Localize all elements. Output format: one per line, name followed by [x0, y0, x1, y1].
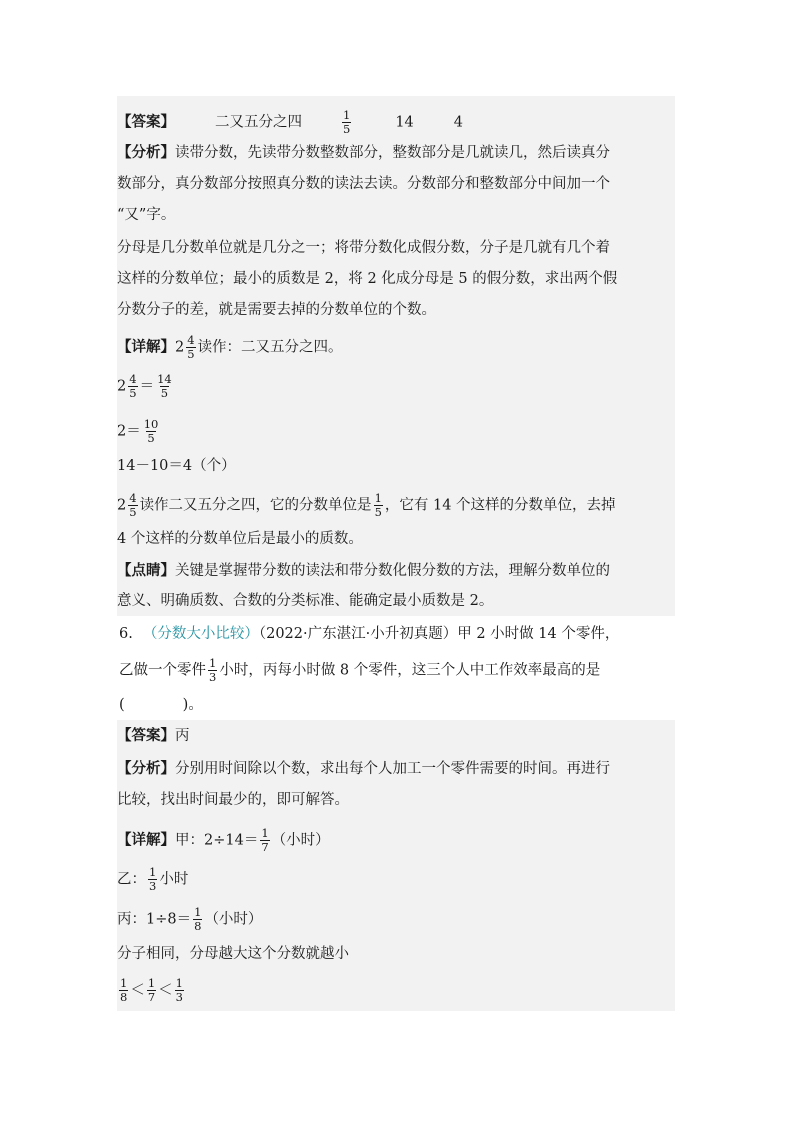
- q6-answer-row: [117, 725, 190, 747]
- answer-4: 4: [453, 114, 464, 131]
- answer-2-fraction: $\frac{1}{5}$: [343, 108, 351, 136]
- q5-summary-line-2: 4 个这样的分数单位后是最小的质数。: [117, 531, 363, 547]
- q5-analysis-line-6: 分数分子的差，就是需要去掉的分数单位的个数。: [117, 302, 436, 318]
- q5-point-line-1: 【点睛】关键是掌握带分数的读法和带分数化假分数的方法，理解分数单位的: [117, 562, 610, 579]
- q5-analysis-line-4: 分母是几分数单位就是几分之一；将带分数化成假分数，分子是几就有几个着: [117, 240, 610, 256]
- q6-detail-jia: 【详解】甲：2÷14＝ $\frac{1}{7}$ （小时）: [117, 826, 330, 854]
- q5-equation-3: 14－10＝4（个）: [117, 458, 236, 474]
- analysis-label: 【分析】: [117, 144, 175, 161]
- q5-answer-row: [117, 109, 463, 136]
- q5-analysis-line-1: 【分析】读带分数，先读带分数整数部分，整数部分是几就读几，然后读真分: [117, 144, 610, 161]
- q6-comparison: $\frac{1}{8}$ ＜ $\frac{1}{7}$ ＜ $\frac{1}{3}$: [120, 976, 183, 1004]
- q6-detail-bing: 丙：1÷8＝ $\frac{1}{8}$ （小时）: [117, 905, 263, 933]
- answer-label: 【答案】: [117, 113, 175, 131]
- q6-answer-blank: ( )。: [119, 697, 203, 713]
- mixed-fraction: $\frac{4}{5}$: [187, 333, 195, 361]
- q6-detail-yi: 乙： $\frac{1}{3}$ 小时: [117, 865, 189, 893]
- answer-label: 【答案】: [117, 727, 175, 744]
- q5-equation-2: 2＝ $\frac{10}{5}$: [117, 417, 159, 445]
- answer-1: 二又五分之四: [215, 114, 302, 131]
- point-label: 【点睛】: [117, 562, 175, 579]
- question-tag: （分数大小比较）: [142, 626, 259, 642]
- q6-analysis-line-1: 【分析】分别用时间除以个数，求出每个人加工一个零件需要的时间。再进行: [117, 760, 610, 777]
- detail-label: 【详解】: [117, 338, 175, 356]
- question-number: 6.: [119, 626, 133, 642]
- analysis-label: 【分析】: [117, 760, 175, 777]
- q6-question-line-2: 乙做一个零件 $\frac{1}{3}$ 小时，丙每小时做 8 个零件，这三个人中工作效率最高的是: [119, 656, 601, 684]
- q5-analysis-line-2: 数部分，真分数部分按照真分数的读法去读。分数部分和整数部分中间加一个: [117, 176, 610, 192]
- q5-analysis-line-5: 这样的分数单位；最小的质数是 2，将 2 化成分母是 5 的假分数，求出两个假: [117, 271, 618, 287]
- q6-question-line-1: 6. （分数大小比较）（2022·广东湛江·小升初真题）甲 2 小时做 14 个零件，: [119, 626, 620, 642]
- q6-solution-panel: [117, 720, 675, 1011]
- q5-equation-1: 2 $\frac{4}{5}$ ＝ $\frac{14}{5}$: [117, 372, 172, 400]
- q5-solution-panel: [117, 96, 675, 616]
- q5-point-line-2: 意义、明确质数、合数的分类标准、能确定最小质数是 2。: [117, 593, 494, 609]
- question-source: （2022·广东湛江·小升初真题）: [258, 626, 458, 642]
- answer-3: 14: [395, 114, 414, 131]
- answer-value: 丙: [175, 728, 190, 744]
- q5-summary-line-1: 2 $\frac{4}{5}$ 读作二又五分之四，它的分数单位是 $\frac{1}{5}$ ，它有 14 个这样的分数单位，去掉: [117, 491, 616, 519]
- q5-analysis-line-3: “又”字。: [117, 207, 176, 223]
- q6-analysis-line-2: 比较，找出时间最少的，即可解答。: [117, 792, 349, 808]
- q6-rule: 分子相同，分母越大这个分数就越小: [117, 946, 349, 962]
- q5-detail-line: 【详解】2 $\frac{4}{5}$ 读作：二又五分之四。: [117, 333, 343, 361]
- detail-label: 【详解】: [117, 831, 175, 849]
